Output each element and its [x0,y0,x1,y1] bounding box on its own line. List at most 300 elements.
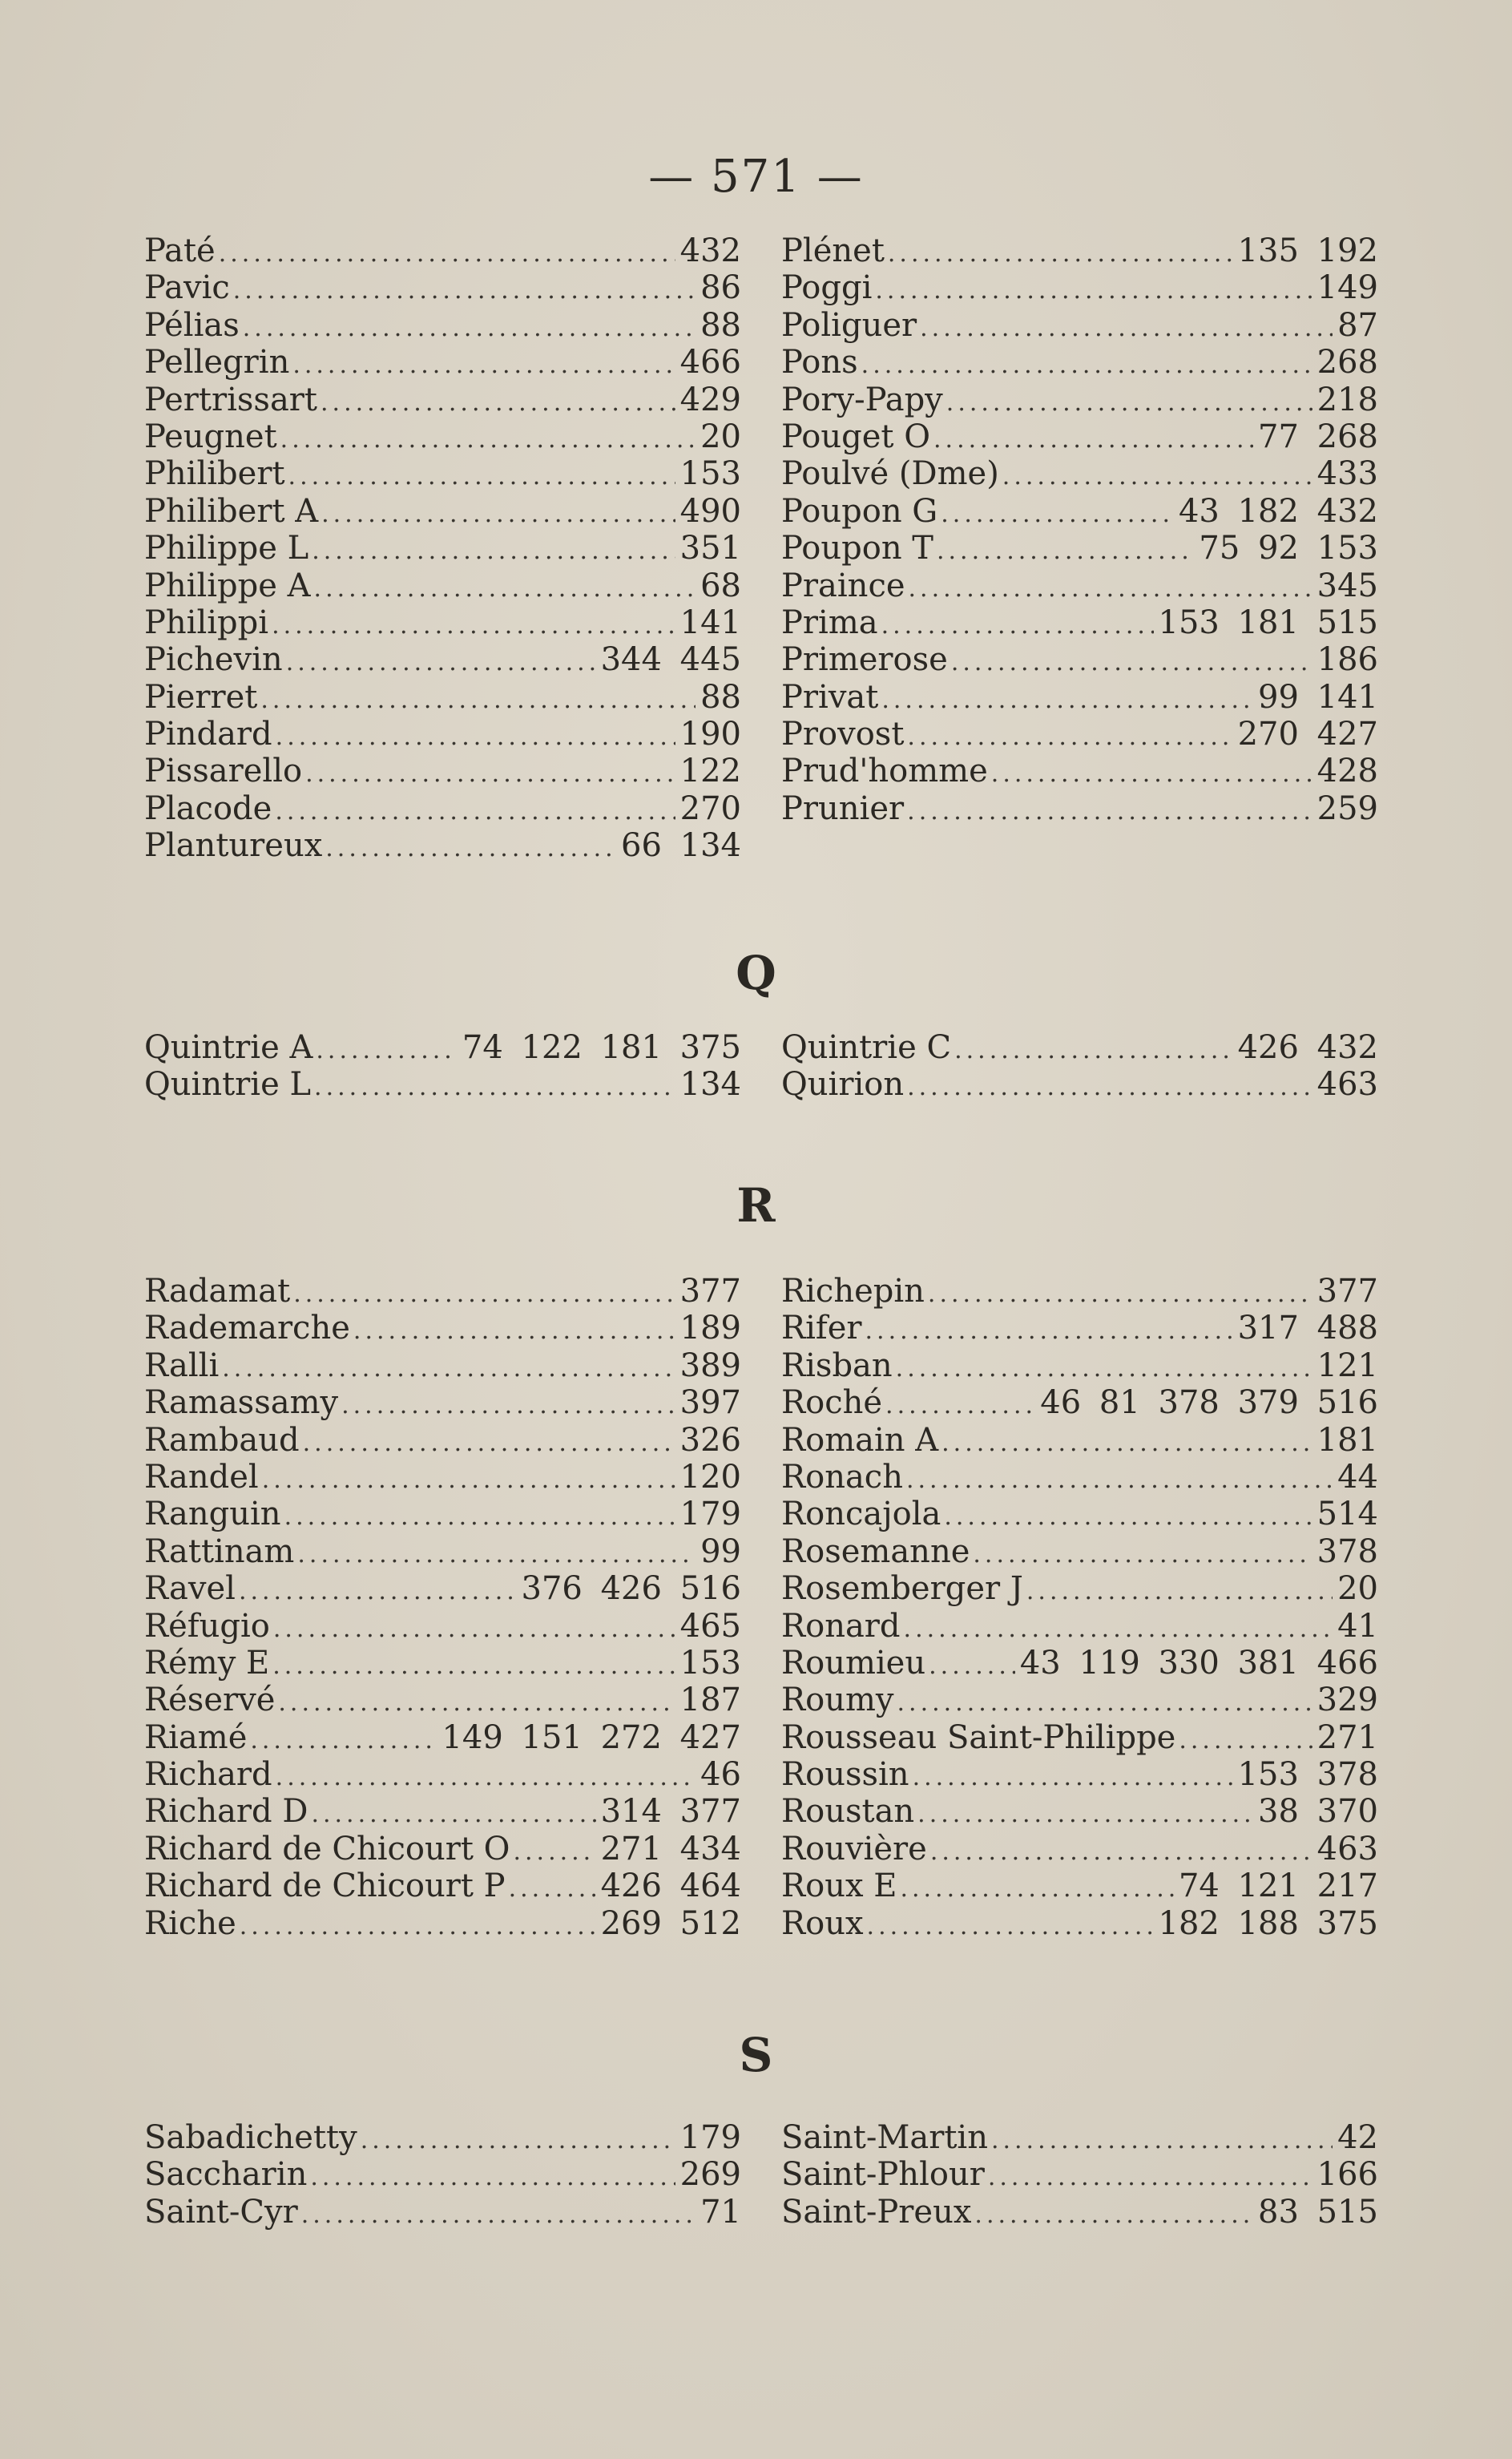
index-entry [781,1905,1378,1942]
index-entry [144,1310,741,1347]
index-entry [144,1756,741,1793]
index-entry [781,1347,1378,1384]
entry-pages: 88 [700,306,741,344]
index-entry [781,1273,1378,1310]
index-entry [144,716,741,753]
entry-name: Poulvé (Dme) [781,455,999,493]
entry-pages: 121 [1316,1347,1378,1384]
dot-leader [284,1499,675,1532]
entry-pages: 99 141 [1258,678,1378,716]
dot-leader [875,273,1312,306]
index-entry [781,455,1378,492]
index-entry [781,2156,1378,2193]
index-entry [781,269,1378,306]
entry-pages: 344 445 [600,641,741,679]
entry-name: Pertrissart [144,381,317,418]
dot-leader [885,1387,1035,1421]
entry-name: Saint-Preux [781,2193,972,2231]
entry-pages: 270 427 [1237,716,1378,753]
entry-name: Rémy E [144,1644,270,1682]
entry-name: Roumieu [781,1644,926,1682]
section-letter-q: Q [736,946,776,1000]
entry-pages: 20 [1337,1570,1378,1608]
entry-name: Poupon T [781,530,933,567]
dot-leader [897,1685,1312,1718]
entry-name: Saint-Cyr [144,2193,298,2231]
entry-pages: 20 [700,418,741,455]
dot-leader [353,1313,675,1347]
entry-name: Pellegrin [144,344,290,382]
dot-leader [917,1796,1253,1830]
entry-name: Richard [144,1756,272,1794]
index-entry [781,1867,1378,1904]
index-entry [781,679,1378,716]
entry-pages: 46 81 378 379 516 [1040,1384,1378,1422]
entry-pages: 153 181 515 [1158,604,1378,641]
index-entry [781,790,1378,827]
index-entry [144,1867,741,1904]
dot-leader [321,385,675,418]
entry-pages: 259 [1316,789,1378,827]
section-p [144,232,1378,865]
entry-pages: 186 [1316,641,1378,679]
entry-pages: 269 [679,2156,741,2194]
entry-name: Prima [781,604,878,641]
dot-leader [974,2197,1253,2231]
entry-name: Pichevin [144,641,283,679]
dot-leader [888,236,1233,269]
entry-name: Pissarello [144,753,303,790]
column-left [144,232,741,865]
index-entry [781,1570,1378,1607]
index-entry [144,827,741,864]
index-entry [144,1793,741,1830]
entry-pages: 345 [1316,567,1378,604]
index-entry [144,344,741,381]
entry-pages: 187 [679,1682,741,1719]
index-entry [144,2119,741,2156]
dot-leader [272,608,675,641]
entry-name: Richard D [144,1793,308,1831]
index-entry [781,604,1378,641]
entry-name: Richepin [781,1273,925,1310]
entry-name: Poggi [781,269,873,307]
section-s [144,2119,1378,2231]
index-entry [144,1645,741,1682]
index-entry [144,1422,741,1459]
dot-leader [243,310,696,344]
entry-name: Pierret [144,678,258,716]
entry-name: Prunier [781,789,905,827]
entry-pages: 179 [679,2119,741,2156]
dot-leader [930,1834,1312,1867]
entry-pages: 426 464 [600,1867,741,1905]
entry-pages: 428 [1316,753,1378,790]
entry-pages: 189 [679,1310,741,1347]
entry-pages: 74 122 181 375 [462,1029,741,1066]
index-entry [144,1347,741,1384]
dot-leader [278,1685,675,1718]
entry-name: Philippe A [144,567,311,604]
entry-pages: 433 [1316,455,1378,493]
index-entry [144,455,741,492]
entry-name: Risban [781,1347,893,1384]
index-entry [781,418,1378,455]
entry-pages: 135 192 [1237,232,1378,269]
entry-pages: 426 432 [1237,1029,1378,1066]
dot-leader [951,644,1312,678]
entry-name: Rademarche [144,1310,350,1347]
index-entry [144,269,741,306]
entry-name: Primerose [781,641,948,679]
entry-name: Ramassamy [144,1384,339,1422]
dot-leader [896,1351,1312,1384]
index-entry [781,2119,1378,2156]
entry-name: Ronach [781,1458,903,1496]
entry-name: Rosemanne [781,1532,970,1570]
index-entry [781,493,1378,530]
entry-name: Plantureux [144,827,323,865]
index-entry [144,1533,741,1570]
index-entry [781,1496,1378,1532]
entry-pages: 86 [700,269,741,307]
dot-leader [361,2122,675,2156]
entry-pages: 66 134 [621,827,741,865]
entry-pages: 74 121 217 [1178,1867,1378,1905]
entry-pages: 181 [1316,1421,1378,1459]
entry-name: Roncajola [781,1496,941,1533]
entry-name: Privat [781,678,879,716]
dot-leader [316,1032,458,1066]
index-entry [781,1533,1378,1570]
dot-leader [1026,1573,1333,1607]
entry-name: Quirion [781,1066,905,1104]
page-number: — 571 — [648,151,864,203]
index-entry [144,382,741,418]
index-entry [144,2194,741,2231]
entry-pages: 377 [1316,1273,1378,1310]
dot-leader [913,1759,1233,1793]
entry-name: Pindard [144,716,272,753]
entry-name: Radamat [144,1273,291,1310]
dot-leader [988,2159,1312,2193]
column-right [781,1273,1378,1942]
entry-name: Philibert A [144,492,319,530]
entry-pages: 271 [1316,1718,1378,1756]
index-entry [781,753,1378,789]
entry-pages: 268 [1316,344,1378,382]
entry-name: Prud'homme [781,753,988,790]
entry-name: Quintrie L [144,1066,312,1104]
dot-leader [311,1796,595,1830]
index-entry [781,2194,1378,2231]
entry-pages: 317 488 [1237,1310,1378,1347]
entry-pages: 329 [1316,1682,1378,1719]
entry-name: Ranguin [144,1496,281,1533]
index-entry [144,1682,741,1718]
index-entry [144,307,741,344]
dot-leader [941,1425,1312,1459]
dot-leader [276,1759,696,1793]
dot-leader [1002,458,1312,492]
dot-leader [909,571,1312,604]
dot-leader [861,347,1312,381]
entry-name: Rattinam [144,1532,295,1570]
column-left [144,1273,741,1942]
index-entry [781,1719,1378,1756]
dot-leader [314,1069,675,1103]
dot-leader [991,756,1312,789]
entry-pages: 44 [1337,1458,1378,1496]
dot-leader [273,1611,675,1645]
entry-name: Praince [781,567,905,604]
section-letter-r: R [736,1178,776,1233]
dot-leader [275,793,675,827]
dot-leader [941,496,1174,530]
dot-leader [292,347,675,381]
dot-leader [865,1313,1233,1347]
entry-name: Ronard [781,1607,901,1645]
entry-pages: 314 377 [600,1793,741,1831]
index-entry [781,1756,1378,1793]
index-entry [144,232,741,269]
index-entry [781,1384,1378,1421]
dot-leader [900,1871,1174,1904]
index-entry [144,790,741,827]
entry-pages: 42 [1337,2119,1378,2156]
dot-leader [944,1499,1312,1532]
dot-leader [260,682,696,716]
entry-pages: 46 [700,1756,741,1794]
entry-name: Roux E [781,1867,897,1905]
dot-leader [293,1276,675,1310]
entry-name: Roché [781,1384,883,1422]
dot-leader [321,496,675,530]
entry-pages: 149 [1316,269,1378,307]
entry-pages: 429 [679,381,741,418]
index-entry [144,1831,741,1867]
entry-name: Paté [144,232,216,269]
index-entry [781,1645,1378,1682]
entry-name: Rouvière [781,1830,927,1867]
index-entry [144,1066,741,1103]
entry-name: Randel [144,1458,259,1496]
index-entry [144,2156,741,2193]
entry-pages: 351 [679,530,741,567]
entry-name: Provost [781,716,905,753]
index-entry [781,530,1378,567]
entry-name: Pavic [144,269,230,307]
entry-pages: 83 515 [1258,2193,1378,2231]
entry-name: Riamé [144,1718,248,1756]
index-entry [144,1496,741,1532]
entry-name: Sabadichetty [144,2119,357,2156]
dot-leader [937,533,1194,567]
entry-name: Placode [144,789,272,827]
index-entry [781,344,1378,381]
entry-name: Roux [781,1904,864,1942]
entry-name: Pons [781,344,858,382]
entry-pages: 271 434 [600,1830,741,1867]
dot-leader [250,1722,437,1756]
entry-pages: 326 [679,1421,741,1459]
dot-leader [303,1425,675,1459]
dot-leader [301,2197,696,2231]
index-entry [144,567,741,604]
entry-name: Saint-Martin [781,2119,988,2156]
dot-leader [272,1648,675,1682]
entry-name: Richard de Chicourt P [144,1867,506,1905]
entry-name: Philippi [144,604,269,641]
dot-leader [509,1871,596,1904]
entry-pages: 75 92 153 [1199,530,1378,567]
index-entry [781,1831,1378,1867]
entry-pages: 463 [1316,1830,1378,1867]
entry-name: Roussin [781,1756,909,1794]
entry-pages: 87 [1337,306,1378,344]
dot-leader [297,1536,696,1570]
entry-pages: 463 [1316,1066,1378,1104]
entry-pages: 218 [1316,381,1378,418]
dot-leader [928,1276,1312,1310]
entry-pages: 466 [679,344,741,382]
entry-pages: 397 [679,1384,741,1422]
entry-name: Saccharin [144,2156,308,2194]
dot-leader [233,273,696,306]
dot-leader [222,1351,675,1384]
entry-name: Quintrie C [781,1029,952,1066]
index-entry [144,1608,741,1645]
index-entry [781,641,1378,678]
entry-pages: 190 [679,716,741,753]
dot-leader [262,1462,675,1496]
index-entry [144,641,741,678]
entry-pages: 141 [679,604,741,641]
column-right [781,1029,1378,1104]
column-left [144,1029,741,1104]
entry-name: Pory-Papy [781,381,943,418]
dot-leader [991,2122,1333,2156]
dot-leader [904,1611,1333,1645]
dot-leader [310,2159,675,2193]
entry-pages: 376 426 516 [521,1570,741,1608]
entry-pages: 389 [679,1347,741,1384]
dot-leader [240,1908,596,1942]
column-left [144,2119,741,2231]
entry-name: Roumy [781,1682,894,1719]
index-entry [144,1029,741,1066]
entry-name: Richard de Chicourt O [144,1830,510,1867]
dot-leader [305,756,675,789]
index-entry [144,493,741,530]
index-entry [781,232,1378,269]
entry-pages: 77 268 [1258,418,1378,455]
dot-leader [929,1648,1015,1682]
index-entry [781,307,1378,344]
entry-pages: 41 [1337,1607,1378,1645]
dot-leader [867,1908,1154,1942]
entry-name: Philippe L [144,530,309,567]
dot-leader [907,1069,1312,1103]
dot-leader [341,1387,675,1421]
index-entry [144,1384,741,1421]
entry-name: Peugnet [144,418,277,455]
dot-leader [286,644,596,678]
entry-pages: 179 [679,1496,741,1533]
entry-name: Ravel [144,1570,236,1608]
entry-name: Réfugio [144,1607,270,1645]
entry-name: Pouget O [781,418,930,455]
dot-leader [280,422,696,455]
index-entry [144,753,741,789]
entry-pages: 490 [679,492,741,530]
entry-name: Saint-Phlour [781,2156,985,2194]
index-entry [144,679,741,716]
index-entry [781,1459,1378,1496]
dot-leader [288,458,675,492]
index-entry [781,1608,1378,1645]
index-entry [144,604,741,641]
dot-leader [239,1573,517,1607]
entry-pages: 465 [679,1607,741,1645]
entry-name: Réservé [144,1682,276,1719]
index-entry [144,1273,741,1310]
dot-leader [907,719,1232,753]
dot-leader [312,533,675,567]
entry-pages: 122 [679,753,741,790]
index-entry [144,1719,741,1756]
entry-name: Romain A [781,1421,939,1459]
entry-pages: 377 [679,1273,741,1310]
entry-name: Rousseau Saint-Philippe [781,1718,1176,1756]
entry-pages: 432 [679,232,741,269]
index-entry [781,1310,1378,1347]
dot-leader [276,719,675,753]
entry-pages: 88 [700,678,741,716]
index-entry [144,1905,741,1942]
index-entry [144,1570,741,1607]
entry-pages: 43 182 432 [1178,492,1378,530]
entry-name: Ralli [144,1347,220,1384]
column-right [781,2119,1378,2231]
entry-pages: 270 [679,789,741,827]
entry-name: Poliguer [781,306,917,344]
dot-leader [513,1834,595,1867]
entry-pages: 153 378 [1237,1756,1378,1794]
entry-pages: 514 [1316,1496,1378,1533]
index-entry [781,1793,1378,1830]
index-entry [781,1422,1378,1459]
dot-leader [920,310,1333,344]
entry-pages: 38 370 [1258,1793,1378,1831]
dot-leader [973,1536,1312,1570]
index-entry [781,1066,1378,1103]
index-entry [781,567,1378,604]
section-letter-s: S [739,2028,773,2082]
dot-leader [933,422,1253,455]
index-entry [781,1029,1378,1066]
entry-pages: 153 [679,455,741,493]
entry-name: Riche [144,1904,236,1942]
dot-leader [1179,1722,1312,1756]
dot-leader [946,385,1312,418]
entry-name: Pélias [144,306,240,344]
entry-name: Roustan [781,1793,915,1831]
dot-leader [954,1032,1232,1066]
entry-pages: 182 188 375 [1158,1904,1378,1942]
entry-name: Rifer [781,1310,862,1347]
dot-leader [906,1462,1333,1496]
